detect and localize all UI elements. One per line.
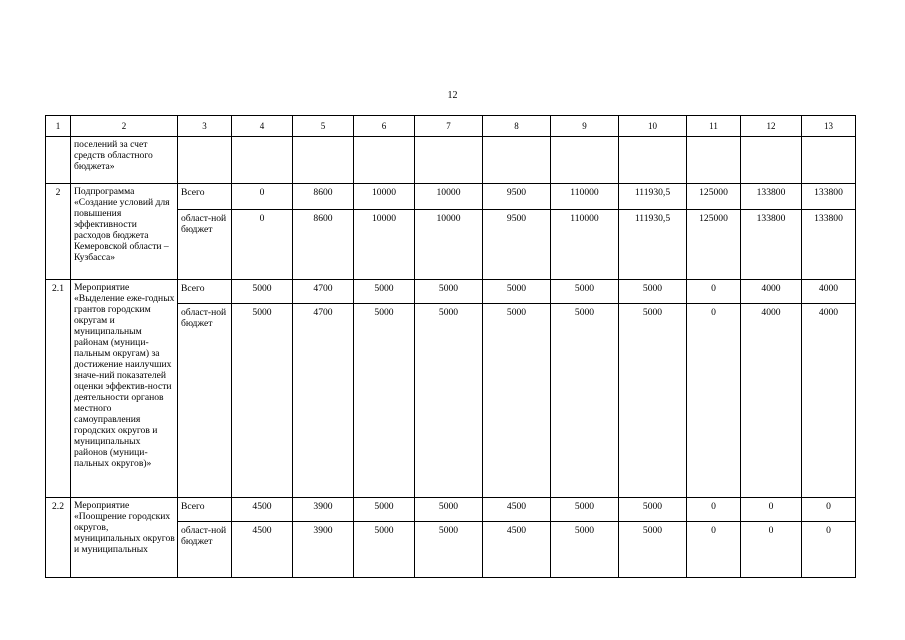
column-header: 4 — [232, 116, 293, 137]
column-header: 3 — [178, 116, 232, 137]
value-cell: 5000 — [354, 280, 415, 304]
empty-cell — [415, 137, 483, 184]
value-cell: 3900 — [293, 522, 354, 578]
value-cell: 5000 — [551, 498, 619, 522]
empty-cell — [802, 137, 856, 184]
empty-cell — [619, 137, 687, 184]
value-cell: 4500 — [232, 498, 293, 522]
value-cell: 0 — [687, 304, 741, 498]
row-index: 2.2 — [46, 498, 71, 578]
value-cell: 10000 — [354, 210, 415, 280]
value-cell: 5000 — [619, 280, 687, 304]
value-cell: 10000 — [415, 210, 483, 280]
value-cell: 3900 — [293, 498, 354, 522]
empty-cell — [483, 137, 551, 184]
empty-cell — [293, 137, 354, 184]
column-header: 12 — [741, 116, 802, 137]
value-cell: 0 — [687, 280, 741, 304]
column-header: 10 — [619, 116, 687, 137]
value-cell: 9500 — [483, 184, 551, 210]
value-cell: 0 — [232, 210, 293, 280]
value-cell: 5000 — [232, 280, 293, 304]
value-cell: 125000 — [687, 184, 741, 210]
source-label: област-ной бюджет — [178, 210, 232, 280]
source-label: Всего — [178, 184, 232, 210]
empty-cell — [232, 137, 293, 184]
value-cell: 5000 — [619, 522, 687, 578]
table-row — [46, 280, 856, 304]
value-cell: 4700 — [293, 304, 354, 498]
row-index: 2.1 — [46, 280, 71, 498]
value-cell: 0 — [741, 522, 802, 578]
value-cell: 125000 — [687, 210, 741, 280]
value-cell: 8600 — [293, 184, 354, 210]
value-cell: 4500 — [483, 522, 551, 578]
source-label: област-ной бюджет — [178, 522, 232, 578]
value-cell: 5000 — [415, 280, 483, 304]
value-cell: 10000 — [415, 184, 483, 210]
value-cell: 0 — [741, 498, 802, 522]
value-cell: 5000 — [619, 498, 687, 522]
value-cell: 4000 — [802, 304, 856, 498]
header-row — [46, 116, 856, 137]
value-cell: 0 — [687, 522, 741, 578]
value-cell: 4500 — [483, 498, 551, 522]
value-cell: 4000 — [741, 280, 802, 304]
value-cell: 0 — [687, 498, 741, 522]
row-name: Мероприятие «Выделение еже-годных грантов городским округам и муниципальным районам (муници-пальным округам) за достижение наилучших значе-ний показателей оценки эффектив-ности деятельности органов местного самоуправления городских округов и муниципальных районов (муници-пальных округов)» — [71, 280, 178, 498]
value-cell: 5000 — [551, 522, 619, 578]
value-cell: 5000 — [551, 280, 619, 304]
empty-cell — [178, 137, 232, 184]
value-cell: 133800 — [741, 184, 802, 210]
value-cell: 5000 — [483, 280, 551, 304]
source-label: Всего — [178, 498, 232, 522]
column-header: 2 — [71, 116, 178, 137]
source-label: Всего — [178, 280, 232, 304]
empty-cell — [687, 137, 741, 184]
value-cell: 110000 — [551, 210, 619, 280]
continuation-text: поселений за счет средств областного бюджета» — [71, 137, 178, 184]
budget-table — [45, 115, 856, 578]
value-cell: 5000 — [354, 522, 415, 578]
empty-cell — [741, 137, 802, 184]
value-cell: 4500 — [232, 522, 293, 578]
column-header: 11 — [687, 116, 741, 137]
value-cell: 5000 — [232, 304, 293, 498]
value-cell: 5000 — [415, 304, 483, 498]
row-name: Мероприятие «Поощрение городских округов, муниципальных округов и муниципальных — [71, 498, 178, 578]
value-cell: 5000 — [619, 304, 687, 498]
value-cell: 4000 — [741, 304, 802, 498]
table-row — [46, 498, 856, 522]
value-cell: 133800 — [741, 210, 802, 280]
index-cell — [46, 137, 71, 184]
column-header: 9 — [551, 116, 619, 137]
value-cell: 5000 — [415, 522, 483, 578]
value-cell: 110000 — [551, 184, 619, 210]
value-cell: 133800 — [802, 184, 856, 210]
column-header: 6 — [354, 116, 415, 137]
column-header: 7 — [415, 116, 483, 137]
source-label: област-ной бюджет — [178, 304, 232, 498]
row-name: Подпрограмма «Создание условий для повышения эффективности расходов бюджета Кемеровской области – Кузбасса» — [71, 184, 178, 280]
value-cell: 5000 — [354, 498, 415, 522]
value-cell: 0 — [232, 184, 293, 210]
table-row — [46, 184, 856, 210]
empty-cell — [354, 137, 415, 184]
value-cell: 4000 — [802, 280, 856, 304]
page-number: 12 — [447, 90, 458, 101]
value-cell: 4700 — [293, 280, 354, 304]
column-header: 1 — [46, 116, 71, 137]
value-cell: 111930,5 — [619, 210, 687, 280]
value-cell: 5000 — [551, 304, 619, 498]
value-cell: 9500 — [483, 210, 551, 280]
value-cell: 5000 — [483, 304, 551, 498]
row-index: 2 — [46, 184, 71, 280]
column-header: 13 — [802, 116, 856, 137]
value-cell: 0 — [802, 498, 856, 522]
continuation-row — [46, 137, 856, 184]
value-cell: 5000 — [415, 498, 483, 522]
value-cell: 133800 — [802, 210, 856, 280]
value-cell: 10000 — [354, 184, 415, 210]
value-cell: 5000 — [354, 304, 415, 498]
value-cell: 0 — [802, 522, 856, 578]
value-cell: 111930,5 — [619, 184, 687, 210]
empty-cell — [551, 137, 619, 184]
column-header: 8 — [483, 116, 551, 137]
value-cell: 8600 — [293, 210, 354, 280]
column-header: 5 — [293, 116, 354, 137]
